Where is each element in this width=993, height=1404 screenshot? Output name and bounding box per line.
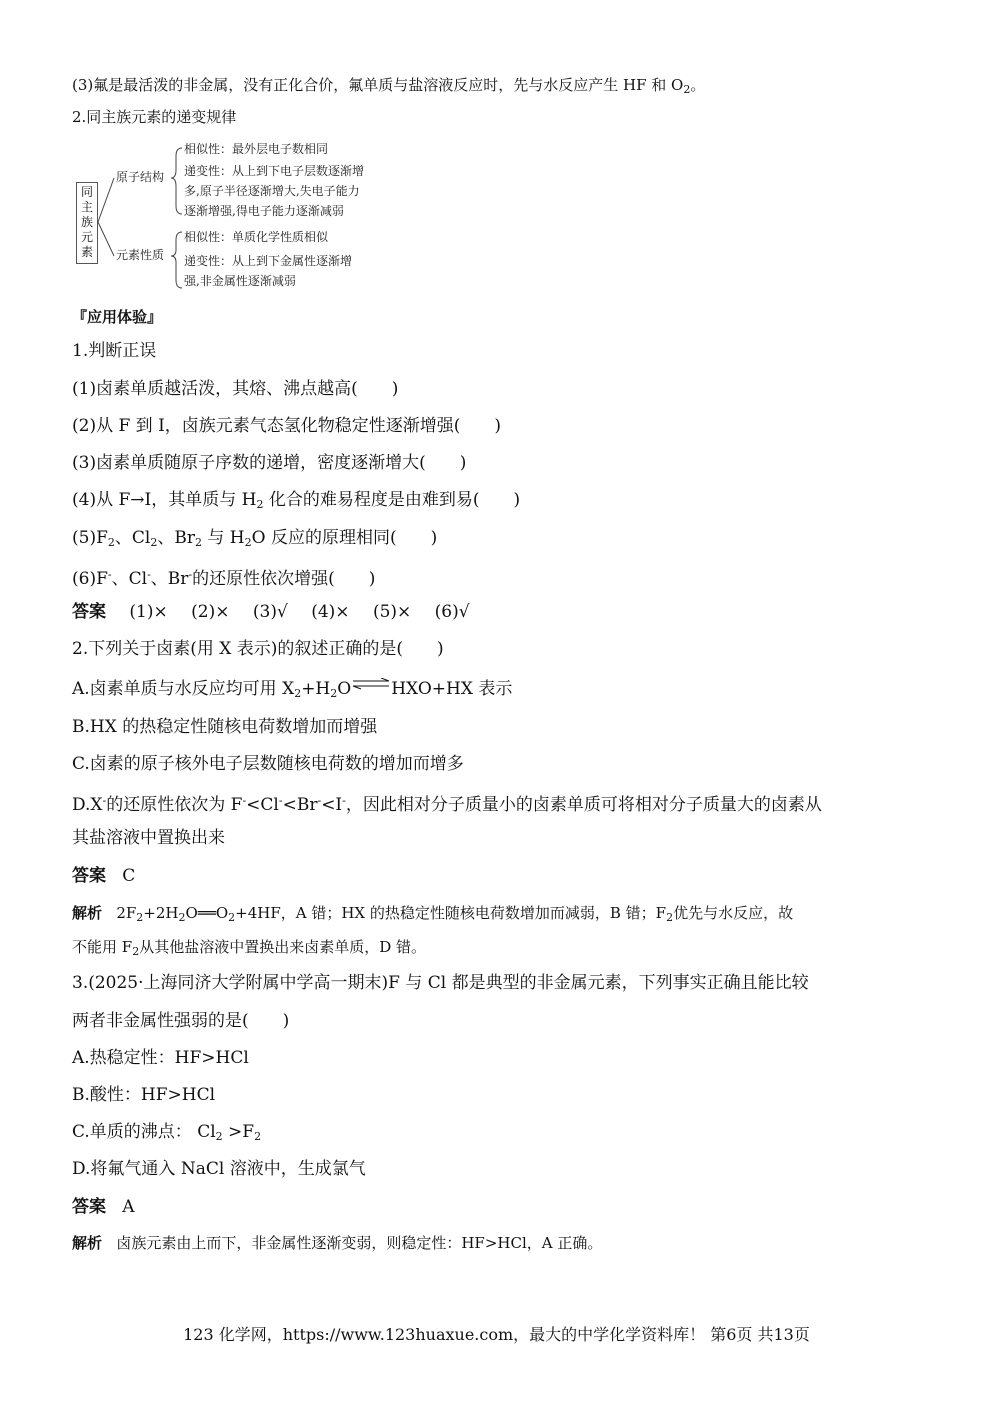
q3-title-cont: 两者非金属性强弱的是( ) — [72, 1011, 290, 1031]
q2-option-a: A.卤素单质与水反应均可用 $X_2+H_2O$ HXO+HX 表示 — [72, 679, 513, 700]
q3-answer: 答案 A — [72, 1197, 135, 1217]
q1-item: (6)F-、Cl-、Br-的还原性依次增强( ) — [72, 568, 376, 589]
branch-atomic-structure: 原子结构 — [116, 170, 165, 184]
diagram-text: 多,原子半径逐渐增大,失电子能力 — [184, 184, 360, 198]
apply-heading: 『应用体验』 — [72, 308, 163, 326]
q1-item: $(5)F_2$、$Cl_2$、$Br_2$ 与 $H_2O$ 反应的原理相同( ) — [72, 528, 438, 549]
q3-option-b: B.酸性：HF>HCl — [72, 1085, 216, 1105]
q2-option-c: C.卤素的原子核外电子层数随核电荷数的增加而增多 — [72, 754, 464, 774]
diagram-text: 相似性：最外层电子数相同 — [184, 142, 329, 156]
diagram-text: 相似性：单质化学性质相似 — [184, 230, 329, 244]
q1-item: (1)卤素单质越活泼，其熔、沸点越高( ) — [72, 379, 399, 399]
q2-option-d-cont: 其盐溶液中置换出来 — [72, 828, 225, 848]
q2-explanation: 解析 $2F_2+2H_2O══O_2+4HF$，A 错；HX 的热稳定性随核电荷数增加而减弱，B 错；$F_2$优先与水反应，故 — [72, 904, 794, 924]
q1-item: (3)卤素单质随原子序数的递增，密度逐渐增大( ) — [72, 453, 467, 473]
q3-option-c: C.单质的沸点： $Cl_2 >F_2$ — [72, 1122, 262, 1143]
q1-answer: 答案 (1)× (2)× (3)√ (4)× (5)× (6)√ — [72, 602, 470, 622]
page-footer: 123 化学网，https://www.123huaxue.com，最大的中学化学资料库！ 第6页 共13页 — [183, 1325, 810, 1344]
q2-explanation-cont: 不能用 $F_2$从其他盐溶液中置换出来卤素单质，D 错。 — [72, 938, 426, 958]
group-trend-diagram — [74, 142, 414, 294]
fluorine-note: (3)氟是最活泼的非金属，没有正化合价，氟单质与盐溶液反应时，先与水反应产生 HF 和 $O_2$。 — [72, 76, 706, 96]
diagram-text: 递变性：从上到下金属性逐渐增 — [184, 254, 353, 268]
q3-title: 3.(2025·上海同济大学附属中学高一期末)F 与 Cl 都是典型的非金属元素，下列事实正确且能比较 — [72, 973, 809, 993]
diagram-text: 逐渐增强,得电子能力逐渐减弱 — [184, 204, 344, 218]
section-title: 2.同主族元素的递变规律 — [72, 108, 237, 126]
q1-item: (4)从 F→I，其单质与 $H_2$ 化合的难易程度是由难到易( ) — [72, 490, 521, 511]
q2-title: 2.下列关于卤素(用 X 表示)的叙述正确的是( ) — [72, 639, 444, 659]
q1-title: 1.判断正误 — [72, 341, 157, 361]
q2-option-b: B.HX 的热稳定性随核电荷数增加而增强 — [72, 717, 378, 737]
q3-explanation: 解析 卤族元素由上而下，非金属性逐渐变弱，则稳定性：HF>HCl，A 正确。 — [72, 1234, 603, 1252]
q2-answer: 答案 C — [72, 866, 136, 886]
q2-option-d: D.X-的还原性依次为 F-<Cl-<Br-<I-，因此相对分子质量小的卤素单质可将相对分子质量大的卤素从 — [72, 794, 822, 815]
diagram-text: 递变性：从上到下电子层数逐渐增 — [184, 164, 365, 178]
diagram-root: 同 主 族 元 素 — [76, 182, 98, 264]
q1-item: (2)从 F 到 I，卤族元素气态氢化物稳定性逐渐增强( ) — [72, 416, 502, 436]
reversible-arrow-icon — [351, 678, 391, 690]
diagram-text: 强,非金属性逐渐减弱 — [184, 274, 296, 288]
q3-option-d: D.将氟气通入 NaCl 溶液中，生成氯气 — [72, 1159, 366, 1179]
branch-element-property: 元素性质 — [116, 248, 165, 262]
q3-option-a: A.热稳定性：HF>HCl — [72, 1048, 249, 1068]
